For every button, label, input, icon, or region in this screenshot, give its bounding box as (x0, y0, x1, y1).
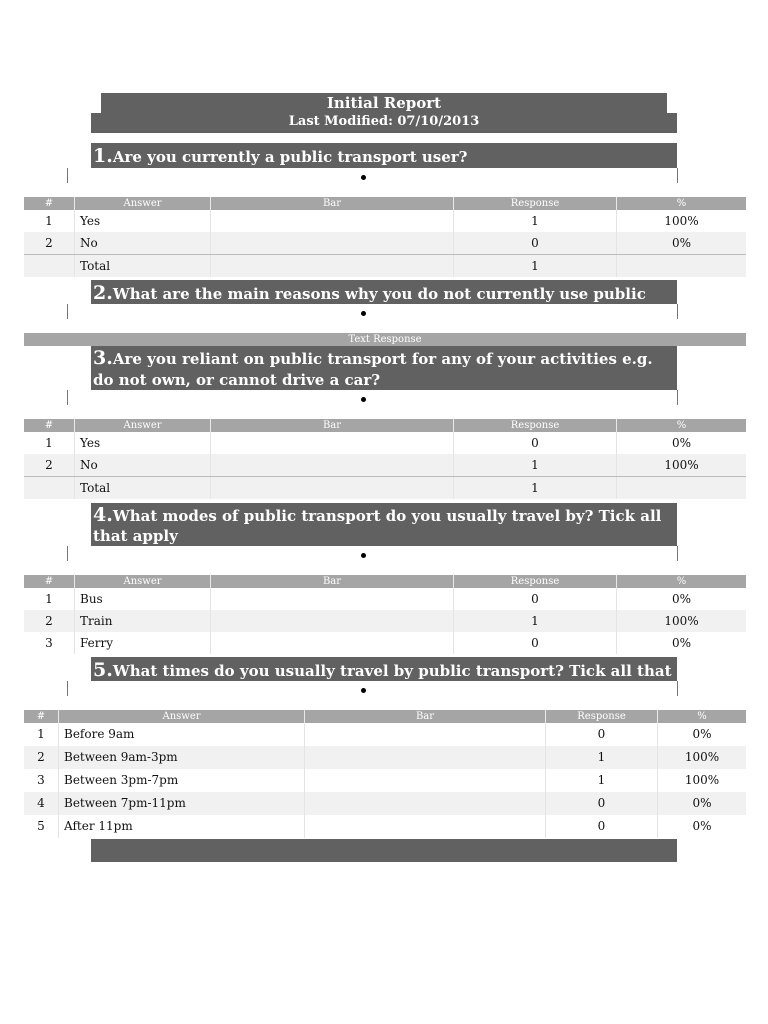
question-2-header (91, 280, 677, 329)
question-text: Are you currently a public transport user? (112, 148, 468, 166)
table-row: 3 Between 3pm-7pm 1 100% (24, 769, 746, 792)
question-number: 5. (93, 659, 113, 681)
divider (677, 390, 678, 405)
table-row: 1 Yes 1 100% (24, 210, 746, 232)
table-header (24, 197, 746, 210)
bullet-icon (361, 175, 366, 180)
question-5-header (91, 657, 677, 706)
question-1-header (91, 143, 677, 168)
table-total-row: Total 1 (24, 477, 746, 499)
bar-cell (305, 746, 546, 769)
col-bar: Bar (211, 197, 454, 210)
question-text: What modes of public transport do you usually travel by? Tick all that apply (93, 507, 662, 545)
col-response: Response (454, 419, 617, 432)
bullet-icon (361, 311, 366, 316)
question-3-header (91, 346, 677, 390)
bar-cell (211, 588, 454, 610)
question-number: 1. (93, 145, 113, 167)
divider (67, 546, 68, 561)
question-text: What are the main reasons why you do not currently use public transport? (93, 285, 646, 329)
table-row: 2 Train 1 100% (24, 610, 746, 632)
question-number: 2. (93, 282, 113, 304)
col-answer: Answer (59, 710, 305, 723)
col-response: Response (454, 575, 617, 588)
col-pct: % (697, 711, 707, 722)
divider (677, 681, 678, 696)
q3-table (24, 419, 746, 499)
col-answer: Answer (75, 419, 211, 432)
col-num: # (24, 419, 75, 432)
last-modified: Last Modified: 07/10/2013 (91, 113, 677, 133)
col-num: # (24, 197, 75, 210)
table-row: 2 Between 9am-3pm 1 100% (24, 746, 746, 769)
col-pct: % (676, 420, 687, 431)
bar-cell (211, 454, 454, 476)
table-row: 2 No 0 0% (24, 232, 746, 254)
bar-cell (305, 815, 546, 838)
col-pct: % (676, 198, 687, 209)
table-total-row: Total 1 (24, 255, 746, 277)
table-row: 1 Bus 0 0% (24, 588, 746, 610)
bar-cell (305, 769, 546, 792)
divider (67, 681, 68, 696)
footer-bar (91, 839, 677, 862)
divider (67, 304, 68, 319)
q1-table (24, 197, 746, 277)
divider (67, 168, 68, 183)
report-title: Initial Report (101, 93, 667, 113)
text-response-header: Text Response (24, 333, 746, 346)
table-row: 2 No 1 100% (24, 454, 746, 476)
table-row: 1 Before 9am 0 0% (24, 723, 746, 746)
bar-cell (305, 792, 546, 815)
col-bar: Bar (305, 710, 546, 723)
divider (677, 546, 678, 561)
col-num: # (24, 575, 75, 588)
col-bar: Bar (211, 419, 454, 432)
question-number: 3. (93, 347, 113, 369)
divider (677, 304, 678, 319)
bar-cell (305, 723, 546, 746)
table-row: 4 Between 7pm-11pm 0 0% (24, 792, 746, 815)
q5-table (24, 710, 746, 838)
table-header (24, 710, 746, 723)
table-header (24, 575, 746, 588)
question-number: 4. (93, 504, 113, 526)
bullet-icon (361, 397, 366, 402)
table-row: 5 After 11pm 0 0% (24, 815, 746, 838)
bullet-icon (361, 688, 366, 693)
question-4-header (91, 503, 677, 546)
bullet-icon (361, 553, 366, 558)
question-text: What times do you usually travel by public transport? Tick all that apply (93, 662, 672, 706)
col-response: Response (546, 710, 658, 723)
bar-cell (211, 632, 454, 654)
q4-table (24, 575, 746, 654)
table-header (24, 419, 746, 432)
bar-cell (211, 210, 454, 232)
divider (677, 168, 678, 183)
question-text: Are you reliant on public transport for any of your activities e.g. do not own, or cannot drive a car? (93, 350, 653, 389)
bar-cell (211, 232, 454, 254)
divider (67, 390, 68, 405)
table-row: 1 Yes 0 0% (24, 432, 746, 454)
col-answer: Answer (75, 575, 211, 588)
col-response: Response (454, 197, 617, 210)
col-bar: Bar (211, 575, 454, 588)
col-num: # (24, 710, 59, 723)
bar-cell (211, 432, 454, 454)
col-answer: Answer (75, 197, 211, 210)
table-row: 3 Ferry 0 0% (24, 632, 746, 654)
bar-cell (211, 610, 454, 632)
col-pct: % (676, 576, 687, 587)
